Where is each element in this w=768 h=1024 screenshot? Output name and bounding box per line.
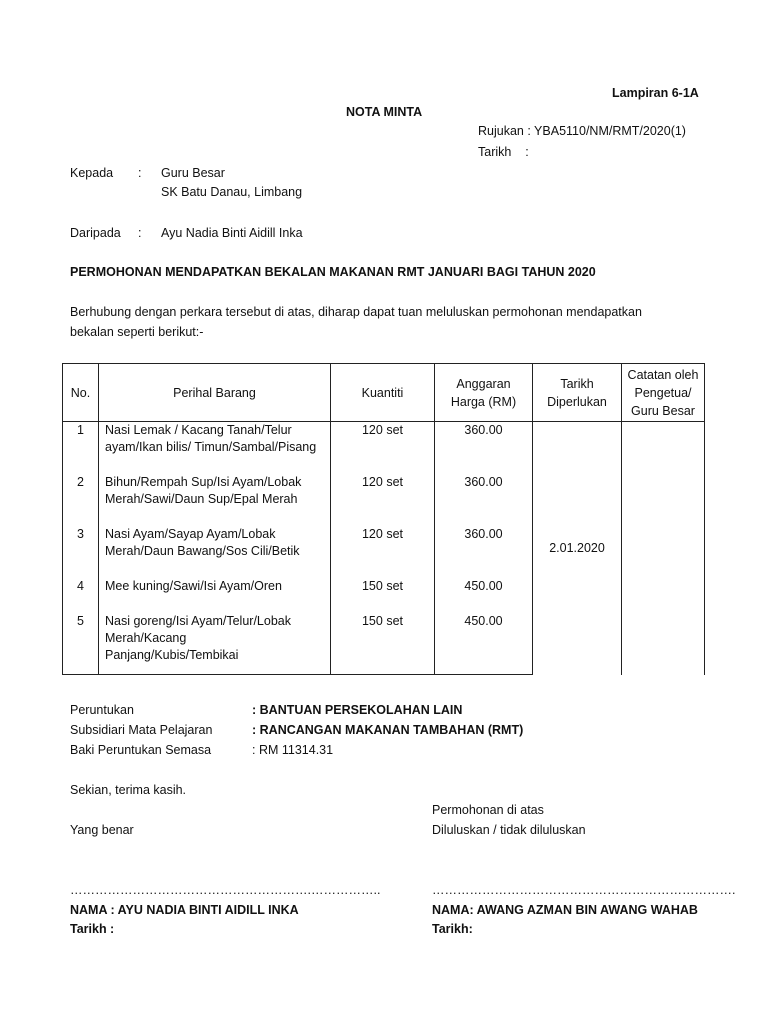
daripada-name: Ayu Nadia Binti Aidill Inka xyxy=(161,226,303,240)
row-no: 5 xyxy=(63,613,99,675)
row-qty: 150 set xyxy=(331,613,435,675)
row-item xyxy=(99,474,331,526)
header-qty: Kuantiti xyxy=(331,364,435,422)
header-date xyxy=(533,364,622,422)
header-price-l2: Harga (RM) xyxy=(450,394,517,409)
approval-line1: Permohonan di atas xyxy=(432,803,544,817)
row-price: 360.00 xyxy=(435,422,533,475)
header-note-l3: Guru Besar xyxy=(631,403,695,418)
row-item xyxy=(99,422,331,475)
row-qty: 120 set xyxy=(331,526,435,578)
header-no: No. xyxy=(63,364,99,422)
items-table xyxy=(62,363,705,675)
header-price-l1: Anggaran xyxy=(456,376,511,391)
row-item-line1: Mee kuning/Sawi/Isi Ayam/Oren xyxy=(105,579,282,593)
date-needed: 2.01.2020 xyxy=(533,422,622,675)
kepada-line2: SK Batu Danau, Limbang xyxy=(161,185,303,199)
tarikh-line: Tarikh : xyxy=(478,145,529,159)
document-title: NOTA MINTA xyxy=(346,105,423,119)
row-qty: 150 set xyxy=(331,578,435,613)
subsidiari-label: Subsidiari Mata Pelajaran xyxy=(70,723,213,737)
row-item-line2: ayam/Ikan bilis/ Timun/Sambal/Pisang xyxy=(105,440,317,454)
approval-line2: Diluluskan / tidak diluluskan xyxy=(432,823,586,837)
applicant-name: NAMA : AYU NADIA BINTI AIDILL INKA xyxy=(70,903,299,917)
row-qty: 120 set xyxy=(331,422,435,475)
header-price xyxy=(435,364,533,422)
row-item-line1: Nasi Ayam/Sayap Ayam/Lobak xyxy=(105,527,276,541)
table-header-row xyxy=(63,364,705,422)
header-note-l1: Catatan oleh xyxy=(627,367,699,382)
row-item-line2: Merah/Daun Bawang/Sos Cili/Betik xyxy=(105,544,300,558)
daripada-colon: : xyxy=(138,226,142,240)
signature-line-right: ………………………………………………………………. xyxy=(432,883,736,897)
kepada-colon: : xyxy=(138,166,142,180)
daripada-label: Daripada xyxy=(70,226,121,240)
row-item xyxy=(99,613,331,675)
applicant-date: Tarikh : xyxy=(70,922,115,936)
kepada-line1: Guru Besar xyxy=(161,166,225,180)
row-no: 1 xyxy=(63,422,99,475)
baki-label: Baki Peruntukan Semasa xyxy=(70,743,212,757)
signature-line-left: ………………………………………………….…………….. xyxy=(70,883,381,897)
peruntukan-label: Peruntukan xyxy=(70,703,134,717)
row-price: 360.00 xyxy=(435,526,533,578)
note-cell xyxy=(622,422,705,675)
subject-heading: PERMOHONAN MENDAPATKAN BEKALAN MAKANAN RMT JANUARI BAGI TAHUN 2020 xyxy=(70,265,596,279)
header-date-l2: Diperlukan xyxy=(547,394,607,409)
row-item xyxy=(99,526,331,578)
row-item-line3: Panjang/Kubis/Tembikai xyxy=(105,648,239,662)
kepada-label: Kepada xyxy=(70,166,114,180)
baki-value: : RM 11314.31 xyxy=(252,743,334,757)
row-no: 2 xyxy=(63,474,99,526)
row-item-line1: Bihun/Rempah Sup/Isi Ayam/Lobak xyxy=(105,475,302,489)
approver-name: NAMA: AWANG AZMAN BIN AWANG WAHAB xyxy=(432,903,698,917)
intro-line1: Berhubung dengan perkara tersebut di atas, diharap dapat tuan meluluskan permohonan mendapatkan xyxy=(70,305,642,319)
header-date-l1: Tarikh xyxy=(560,376,594,391)
subsidiari-value: : RANCANGAN MAKANAN TAMBAHAN (RMT) xyxy=(252,723,524,737)
approver-date: Tarikh: xyxy=(432,922,473,936)
row-price: 450.00 xyxy=(435,613,533,675)
row-no: 3 xyxy=(63,526,99,578)
table-row xyxy=(63,422,705,475)
row-item-line2: Merah/Kacang xyxy=(105,631,187,645)
row-item-line1: Nasi Lemak / Kacang Tanah/Telur xyxy=(105,423,292,437)
row-price: 450.00 xyxy=(435,578,533,613)
header-note-l2: Pengetua/ xyxy=(634,385,692,400)
yang-benar: Yang benar xyxy=(70,823,134,837)
rujukan-line: Rujukan : YBA5110/NM/RMT/2020(1) xyxy=(478,124,686,138)
row-item-line2: Merah/Sawi/Daun Sup/Epal Merah xyxy=(105,492,298,506)
row-item-line1: Nasi goreng/Isi Ayam/Telur/Lobak xyxy=(105,614,291,628)
row-no: 4 xyxy=(63,578,99,613)
peruntukan-value: : BANTUAN PERSEKOLAHAN LAIN xyxy=(252,703,463,717)
lampiran-label: Lampiran 6-1A xyxy=(612,86,699,100)
row-price: 360.00 xyxy=(435,474,533,526)
row-item xyxy=(99,578,331,613)
header-item: Perihal Barang xyxy=(99,364,331,422)
row-qty: 120 set xyxy=(331,474,435,526)
closing-thanks: Sekian, terima kasih. xyxy=(70,783,187,797)
header-note xyxy=(622,364,705,422)
intro-line2: bekalan seperti berikut:- xyxy=(70,325,204,339)
